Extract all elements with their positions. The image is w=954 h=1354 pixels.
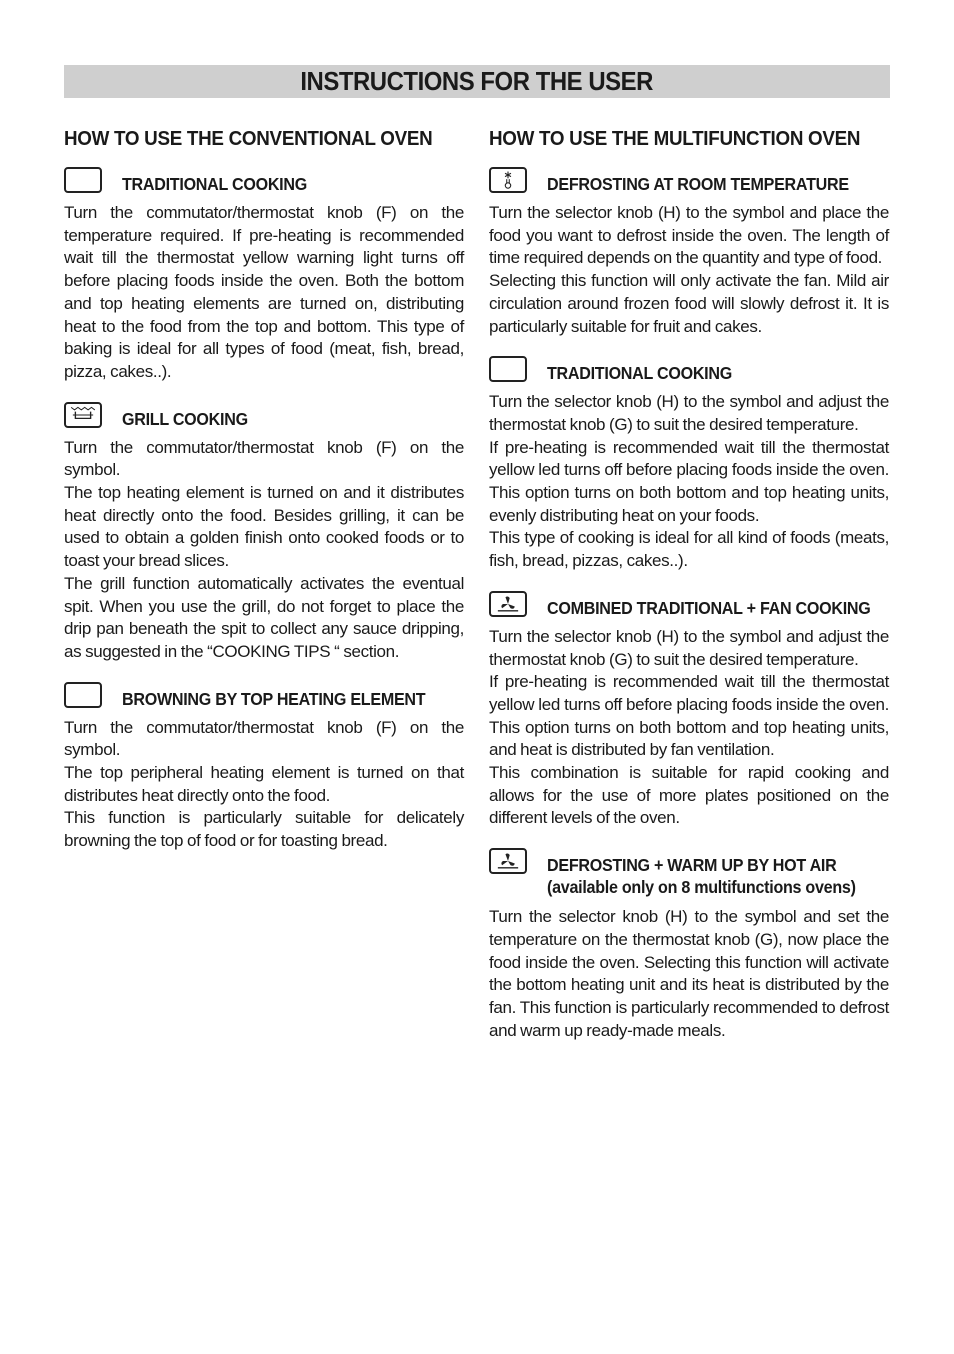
section-paragraph: The top peripheral heating element is turned on that distributes heat directly onto the food. — [64, 763, 464, 805]
defrost-icon — [489, 167, 527, 193]
section-traditional-cooking — [64, 169, 464, 384]
section-combined-fan-cooking — [489, 593, 889, 830]
fan-bottom-icon — [489, 848, 527, 874]
section-defrosting-warm-up — [489, 850, 889, 1042]
section-paragraph: Turn the selector knob (H) to the symbol and adjust the thermostat knob (G) to suit the desired temperature. — [489, 392, 889, 434]
section-title: BROWNING BY TOP HEATING ELEMENT — [122, 688, 426, 709]
section-title: TRADITIONAL COOKING — [547, 363, 732, 384]
section-browning-top-heating — [64, 684, 464, 853]
section-paragraph: Turn the commutator/thermostat knob (F) on the symbol. — [64, 437, 464, 480]
section-traditional-cooking-multi — [489, 358, 889, 573]
oven-traditional-icon — [64, 167, 102, 193]
section-grill-cooking — [64, 404, 464, 664]
section-paragraph: Turn the selector knob (H) to the symbol and set the temperature on the thermostat knob (G), now place the food inside the oven. Selecting this function will activate the bottom heating unit and its heat is distributed by the fan. This function is particularly recommended to defrost and warm up ready-made meals. — [489, 907, 889, 1040]
conventional-oven-heading: HOW TO USE THE CONVENTIONAL OVEN — [64, 128, 433, 150]
page-title: INSTRUCTIONS FOR THE USER — [300, 66, 654, 96]
section-paragraph: Turn the commutator/thermostat knob (F) on the symbol. — [64, 717, 464, 760]
section-paragraph: If pre-heating is recommended wait till the thermostat yellow led turns off before placing foods inside the oven. This option turns on both bottom and top heating units, evenly distributing heat on your foods. — [489, 437, 889, 525]
section-paragraph: If pre-heating is recommended wait till the thermostat yellow led turns off before placing foods inside the oven. This option turns on both bottom and top heating units, and heat is distributed by fan ventilation. — [489, 672, 889, 760]
section-subtitle: (available only on 8 multifunctions ovens) — [547, 877, 856, 898]
section-paragraph: Turn the commutator/thermostat knob (F) on the temperature required. If pre-heating is recommended wait till the thermostat yellow warning light turns off before placing foods inside the oven. Both the bottom and top heating elements are turned on, distributing heat to the food from the top and bottom. This type of baking is ideal for all types of food (meat, fish, bread, pizza, cakes..). — [64, 203, 464, 381]
section-paragraph: This type of cooking is ideal for all kind of foods (meats, fish, bread, pizzas, cakes..). — [489, 528, 889, 571]
section-defrosting-room-temperature — [489, 169, 889, 338]
grill-icon — [64, 402, 102, 428]
section-title: DEFROSTING AT ROOM TEMPERATURE — [547, 174, 849, 194]
section-paragraph: Turn the selector knob (H) to the symbol and adjust the thermostat knob (G) to suit the desired temperature. — [489, 626, 889, 669]
fan-icon — [489, 591, 527, 617]
section-paragraph: This function is particularly suitable for delicately browning the top of food or for toasting bread. — [64, 808, 464, 851]
section-paragraph: This combination is suitable for rapid cooking and allows for the use of more plates positioned on the different levels of the oven. — [489, 763, 889, 828]
title-bar — [64, 65, 890, 98]
conventional-oven-column — [64, 128, 464, 873]
section-title: COMBINED TRADITIONAL + FAN COOKING — [547, 597, 871, 618]
section-title — [547, 854, 856, 898]
section-paragraph: The grill function automatically activates the eventual spit. When you use the grill, do not forget to place the drip pan beneath the spit to collect any sauce dripping, as suggested in the “COOKING TIPS “ section. — [64, 573, 464, 661]
section-paragraph: The top heating element is turned on and it distributes heat directly onto the food. Besides grilling, it can be used to obtain a golden finish onto cooked foods or to toast your bread slices. — [64, 483, 464, 571]
top-heating-icon — [64, 682, 102, 708]
section-paragraph: Selecting this function will only activate the fan. Mild air circulation around frozen food will slowly defrost it. It is particularly suitable for fruit and cakes. — [489, 271, 889, 336]
section-title: GRILL COOKING — [122, 408, 248, 429]
oven-traditional-icon — [489, 356, 527, 382]
section-title: TRADITIONAL COOKING — [122, 174, 307, 194]
multifunction-oven-column — [489, 128, 889, 1062]
multifunction-oven-heading: HOW TO USE THE MULTIFUNCTION OVEN — [489, 128, 861, 150]
section-title-main: DEFROSTING + WARM UP BY HOT AIR — [547, 855, 837, 876]
section-paragraph: Turn the selector knob (H) to the symbol and place the food you want to defrost inside the oven. The length of time required depends on the quantity and type of food. — [489, 203, 889, 268]
